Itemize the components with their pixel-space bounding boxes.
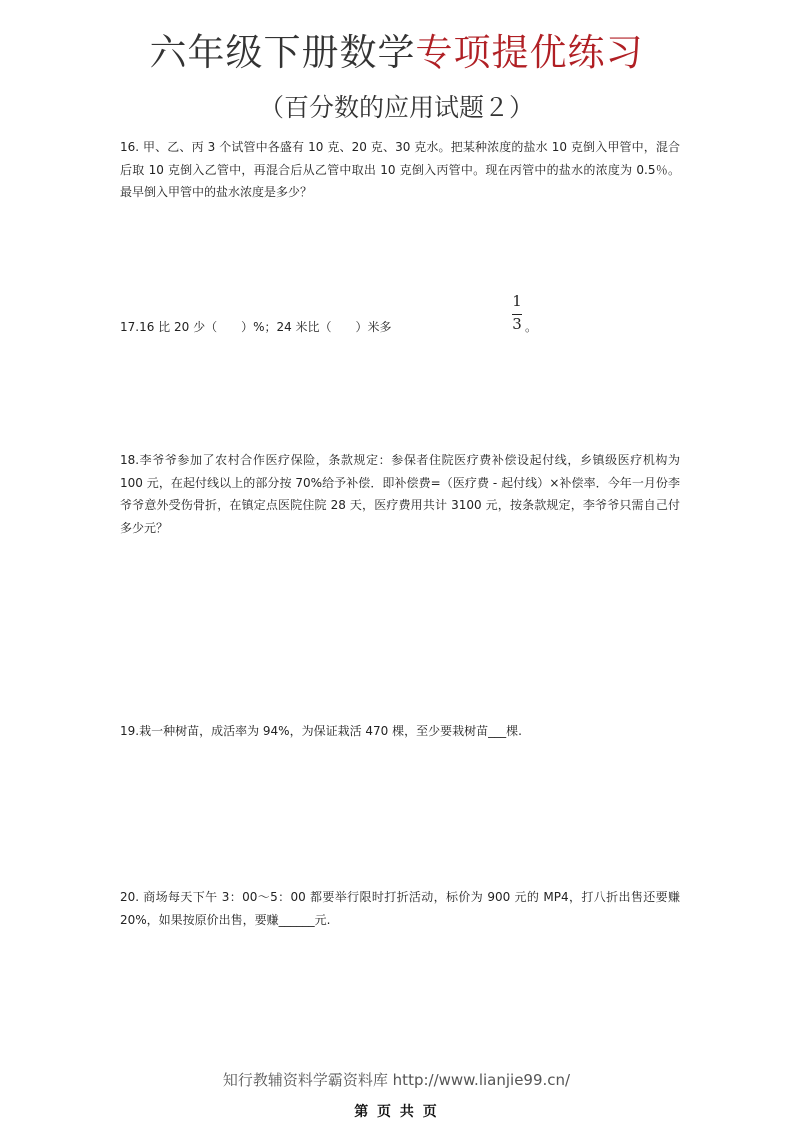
page-title bbox=[0, 28, 793, 78]
page-number: 第 页 共 页 bbox=[354, 1104, 439, 1120]
question-17-end: 。 bbox=[525, 320, 538, 334]
question-19: 19.栽一种树苗，成活率为 94%，为保证栽活 470 棵，至少要栽树苗___棵. bbox=[120, 724, 522, 738]
title-part-grade: 六年级下册数学 bbox=[149, 31, 416, 74]
fraction-numerator: 1 bbox=[512, 292, 522, 310]
page-subtitle: （百分数的应用试题２） bbox=[258, 93, 534, 122]
title-part-topic: 专项提优练习 bbox=[415, 31, 644, 74]
question-16: 16. 甲、乙、丙 3 个试管中各盛有 10 克、20 克、30 克水。把某种浓度的盐水 10 克倒入甲管中，混合后取 10 克倒入乙管中，再混合后从乙管中取出 10 克倒入丙管中。现在丙管中的盐水的浓度为 0.5％。最早倒入甲管中的盐水浓度是多少？ bbox=[120, 140, 680, 199]
question-18: 18.李爷爷参加了农村合作医疗保险，条款规定：参保者住院医疗费补偿设起付线，乡镇级医疗机构为 100 元，在起付线以上的部分按 70%给予补偿．即补偿费=（医疗费 - 起付线）×补偿率．今年一月份李爷爷意外受伤骨折，在镇定点医院住院 28 天，医疗费用共计 3100 元，按条款规定，李爷爷只需自己付多少元？ bbox=[120, 453, 680, 535]
footer-source: 知行教辅资料学霸资料库 http://www.lianjie99.cn/ bbox=[222, 1071, 571, 1089]
fraction-denominator: 3 bbox=[512, 315, 522, 333]
question-20: 20. 商场每天下午 3：00～5：00 都要举行限时打折活动，标价为 900 元的 MP4，打八折出售还要赚 20%，如果按原价出售，要赚______元. bbox=[120, 890, 680, 927]
question-17-text: 17.16 比 20 少（ ）%；24 米比（ ）米多 bbox=[120, 320, 392, 334]
